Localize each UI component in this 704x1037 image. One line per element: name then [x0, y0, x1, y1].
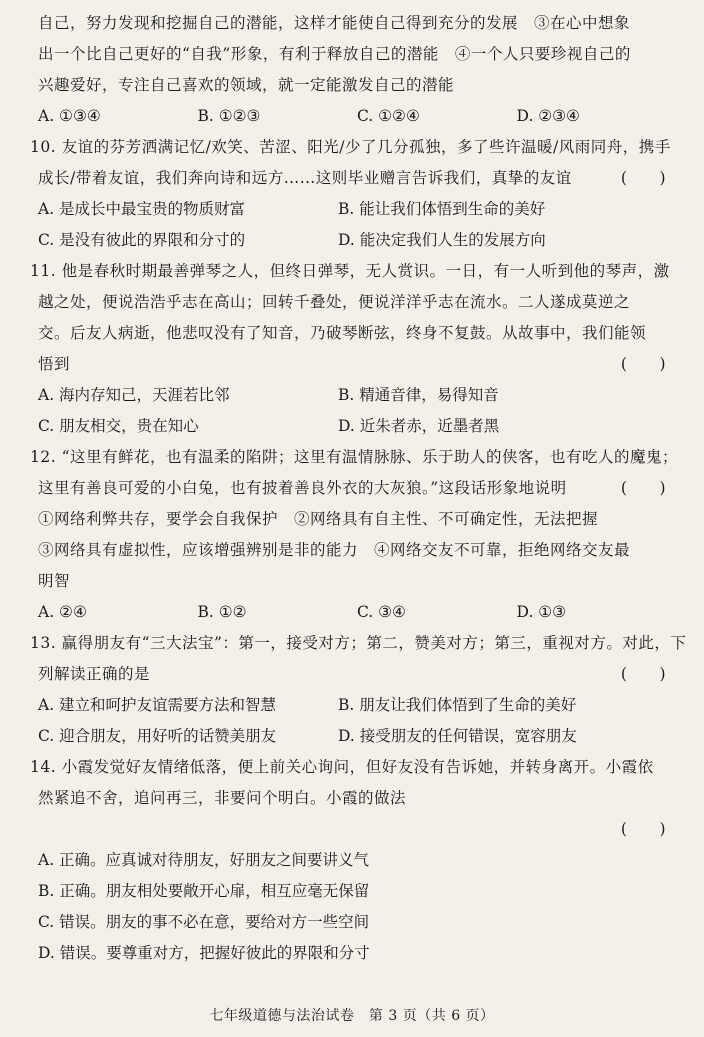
q9-option-b[interactable]: B. ①②③	[197, 107, 261, 125]
q9-text-line: 兴趣爱好，专注自己喜欢的领域，就一定能激发自己的潜能	[38, 76, 455, 94]
q12-stem-line	[38, 473, 676, 504]
q10-options-row	[38, 194, 676, 225]
q11-option-b[interactable]: B. 精通音律，易得知音	[338, 386, 499, 404]
q11-option-d[interactable]: D. 近朱者赤，近墨者黑	[338, 417, 500, 435]
q9-text-line: 自己，努力发现和挖掘自己的潜能，这样才能使自己得到充分的发展 ③在心中想象	[38, 14, 631, 32]
q9-option-a[interactable]: A. ①③④	[38, 107, 101, 125]
q14-stem-line: 然紧追不舍，追问再三，非要问个明白。小霞的做法	[38, 789, 407, 807]
q13-stem-line	[38, 659, 676, 690]
q10-option-c[interactable]: C. 是没有彼此的界限和分寸的	[38, 231, 246, 249]
q11-option-c[interactable]: C. 朋友相交，贵在知心	[38, 417, 199, 435]
q10-stem-line	[38, 163, 676, 194]
q13-answer-paren[interactable]: ( )	[620, 665, 666, 683]
q11-options-row	[38, 411, 676, 442]
q10-option-d[interactable]: D. 能决定我们人生的发展方向	[338, 231, 546, 249]
q12-statement-line: ③网络具有虚拟性，应该增强辨别是非的能力 ④网络交友不可靠，拒绝网络交友最	[38, 541, 631, 559]
q12-options	[38, 597, 676, 628]
q14-option-b[interactable]: B. 正确。朋友相处要敞开心扉，相互应毫无保留	[38, 882, 370, 900]
q13-options-row	[38, 721, 676, 752]
q10-options-row	[38, 225, 676, 256]
q12-option-b[interactable]: B. ①②	[197, 603, 247, 621]
q12-answer-paren[interactable]: ( )	[620, 479, 666, 497]
q10-stem-line: 10. 友谊的芬芳洒满记忆/欢笑、苦涩、阳光/少了几分孤独，多了些许温暖/风雨同舟，携手	[30, 138, 671, 156]
q14-option-a[interactable]: A. 正确。应真诚对待朋友，好朋友之间要讲义气	[38, 851, 370, 869]
q11-stem-line: 11. 他是春秋时期最善弹琴之人，但终日弹琴，无人赏识。一日，有一人听到他的琴声，激	[30, 262, 670, 280]
q10-answer-paren[interactable]: ( )	[620, 169, 666, 187]
q12-statement-line: 明智	[38, 572, 71, 590]
q12-stem-line: 12. “这里有鲜花，也有温柔的陷阱；这里有温情脉脉、乐于助人的侠客，也有吃人的魔鬼；	[30, 448, 679, 466]
q14-option-c[interactable]: C. 错误。朋友的事不必在意，要给对方一些空间	[38, 913, 370, 931]
page-footer: 七年级道德与法治试卷 第 3 页（共 6 页）	[209, 1008, 495, 1024]
q11-stem-line: 交。后友人病逝，他悲叹没有了知音，乃破琴断弦，终身不复鼓。从故事中，我们能领	[38, 324, 647, 342]
q9-option-c[interactable]: C. ①②④	[357, 107, 420, 125]
q13-stem-line: 13. 赢得朋友有“三大法宝”：第一，接受对方；第二，赞美对方；第三，重视对方。对此，下	[30, 634, 687, 652]
q14-answer-paren[interactable]: ( )	[620, 820, 666, 838]
q14-option-d[interactable]: D. 错误。要尊重对方，把握好彼此的界限和分寸	[38, 944, 370, 962]
q12-option-c[interactable]: C. ③④	[357, 603, 406, 621]
q9-text-line: 出一个比自己更好的“自我”形象，有利于释放自己的潜能 ④一个人只要珍视自己的	[38, 45, 631, 63]
q13-option-d[interactable]: D. 接受朋友的任何错误，宽容朋友	[338, 727, 577, 745]
q14-paren-line	[38, 814, 676, 845]
q13-options-row	[38, 690, 676, 721]
q12-option-d[interactable]: D. ①③	[516, 603, 567, 621]
q9-option-d[interactable]: D. ②③④	[516, 107, 580, 125]
q11-stem-line	[38, 349, 676, 380]
q11-stem-text: 悟到	[38, 355, 71, 373]
q10-option-b[interactable]: B. 能让我们体悟到生命的美好	[338, 200, 546, 218]
q9-options	[38, 101, 676, 132]
q14-stem-line: 14. 小霞发觉好友情绪低落，便上前关心询问，但好友没有告诉她，并转身离开。小霞依	[30, 758, 654, 776]
q13-stem-text: 列解读正确的是	[38, 665, 151, 683]
q11-options-row	[38, 380, 676, 411]
q10-stem-text: 成长/带着友谊，我们奔向诗和远方……这则毕业赠言告诉我们，真挚的友谊	[38, 169, 572, 187]
q12-statement-line: ①网络利弊共存，要学会自我保护 ②网络具有自主性、不可确定性，无法把握	[38, 510, 599, 528]
q11-option-a[interactable]: A. 海内存知己，天涯若比邻	[38, 386, 230, 404]
q13-option-a[interactable]: A. 建立和呵护友谊需要方法和智慧	[38, 696, 277, 714]
q11-stem-line: 越之处，便说浩浩乎志在高山；回转千叠处，便说洋洋乎志在流水。二人遂成莫逆之	[38, 293, 631, 311]
q13-option-c[interactable]: C. 迎合朋友，用好听的话赞美朋友	[38, 727, 277, 745]
q11-answer-paren[interactable]: ( )	[620, 355, 666, 373]
q10-option-a[interactable]: A. 是成长中最宝贵的物质财富	[38, 200, 246, 218]
q12-option-a[interactable]: A. ②④	[38, 603, 87, 621]
q12-stem-text: 这里有善良可爱的小白兔，也有披着善良外衣的大灰狼。”这段话形象地说明	[38, 479, 567, 497]
q13-option-b[interactable]: B. 朋友让我们体悟到了生命的美好	[338, 696, 577, 714]
